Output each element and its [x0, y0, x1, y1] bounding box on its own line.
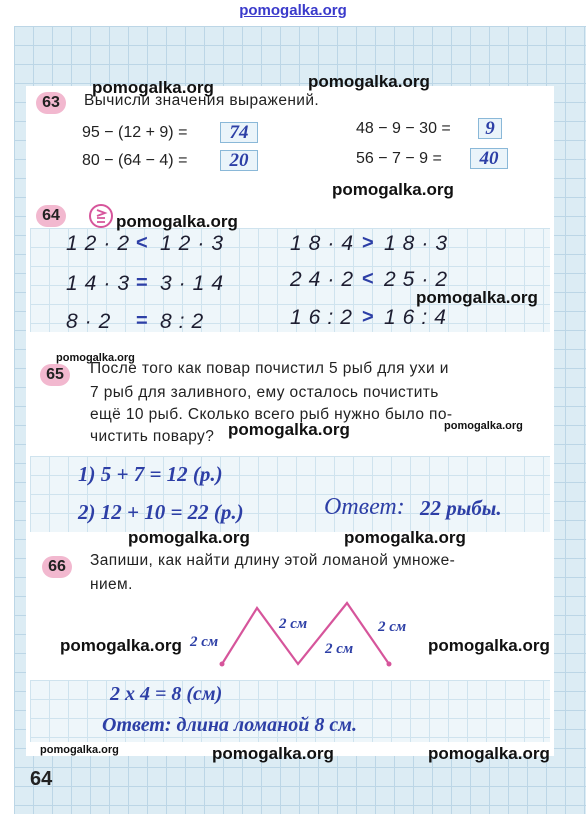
task-65-step-2: 2) 12 + 10 = 22 (р.)	[78, 500, 244, 524]
comparison-4-left: 24·2	[290, 268, 361, 291]
comparison-3-left: 14·3	[66, 272, 137, 295]
task-66-number: 66	[42, 556, 72, 578]
segment-label-4: 2 см	[378, 619, 407, 635]
segment-label-2: 2 см	[279, 616, 308, 632]
comparison-4-right: 25·2	[384, 268, 455, 291]
site-link[interactable]: pomogalka.org	[239, 2, 347, 19]
page-number: 64	[30, 768, 53, 790]
task-65-answer-label: Ответ:	[324, 494, 405, 520]
comparison-2-right: 18·3	[384, 232, 455, 255]
task-63-answer-4: 40	[470, 148, 508, 169]
comparison-6-sign: >	[362, 306, 374, 328]
comparison-6-left: 16:2	[290, 306, 359, 329]
task-65-step-1: 1) 5 + 7 = 12 (р.)	[78, 462, 223, 486]
watermark: pomogalka.org	[332, 180, 454, 199]
comparison-2-left: 18·4	[290, 232, 361, 255]
watermark: pomogalka.org	[428, 636, 550, 655]
comparison-2-sign: >	[362, 232, 374, 254]
task-63-expr-3: 48 − 9 − 30 =	[356, 120, 451, 137]
task-65-line-2: 7 рыб для заливного, ему осталось почистить	[90, 384, 439, 401]
task-63-number: 63	[36, 92, 66, 114]
task-65-answer-value: 22 рыбы.	[420, 496, 502, 520]
task-63-answer-1: 74	[220, 122, 258, 143]
task-65-line-4: чистить повару?	[90, 428, 215, 445]
task-65-number: 65	[40, 364, 70, 386]
watermark: pomogalka.org	[416, 288, 538, 307]
task-65-line-1: После того как повар почистил 5 рыб для ухи и	[90, 360, 449, 377]
watermark: pomogalka.org	[428, 744, 550, 763]
watermark: pomogalka.org	[116, 212, 238, 231]
comparison-5-left: 8·2	[66, 310, 118, 333]
task-66-answer: Ответ: длина ломаной 8 см.	[102, 714, 357, 736]
watermark: pomogalka.org	[344, 528, 466, 547]
task-66-solution: 2 х 4 = 8 (см)	[110, 683, 223, 705]
task-66-line-2: нием.	[90, 576, 133, 593]
comparison-1-right: 12·3	[160, 232, 231, 255]
comparison-6-right: 16:4	[384, 306, 453, 329]
watermark: pomogalka.org	[60, 636, 182, 655]
watermark: pomogalka.org	[228, 420, 350, 439]
comparison-3-sign: =	[136, 272, 148, 294]
comparison-3-right: 3·14	[160, 272, 231, 295]
watermark: pomogalka.org	[444, 420, 523, 432]
comparison-5-right: 8:2	[160, 310, 211, 333]
segment-label-3: 2 см	[325, 641, 354, 657]
watermark: pomogalka.org	[308, 72, 430, 91]
watermark: pomogalka.org	[212, 744, 334, 763]
watermark: pomogalka.org	[92, 78, 214, 97]
task-66-line-1: Запиши, как найти длину этой ломаной умноже-	[90, 552, 456, 569]
task-64-number: 64	[36, 205, 66, 227]
watermark: pomogalka.org	[56, 352, 135, 364]
task-63-expr-4: 56 − 7 − 9 =	[356, 150, 442, 167]
watermark: pomogalka.org	[128, 528, 250, 547]
task-65-line-3: ещё 10 рыб. Сколько всего рыб нужно было по-	[90, 406, 453, 423]
comparison-1-sign: <	[136, 232, 148, 254]
task-63-expr-2: 80 − (64 − 4) =	[82, 152, 188, 169]
comparison-4-sign: <	[362, 268, 374, 290]
task-63-answer-2: 20	[220, 150, 258, 171]
comparison-5-sign: =	[136, 310, 148, 332]
task-63-answer-3: 9	[478, 118, 502, 139]
task-63-expr-1: 95 − (12 + 9) =	[82, 124, 188, 141]
task-63-instruction: Вычисли значения выражений.	[84, 92, 320, 109]
comparison-1-left: 12·2	[66, 232, 137, 255]
watermark: pomogalka.org	[40, 744, 119, 756]
segment-label-1: 2 см	[190, 634, 219, 650]
